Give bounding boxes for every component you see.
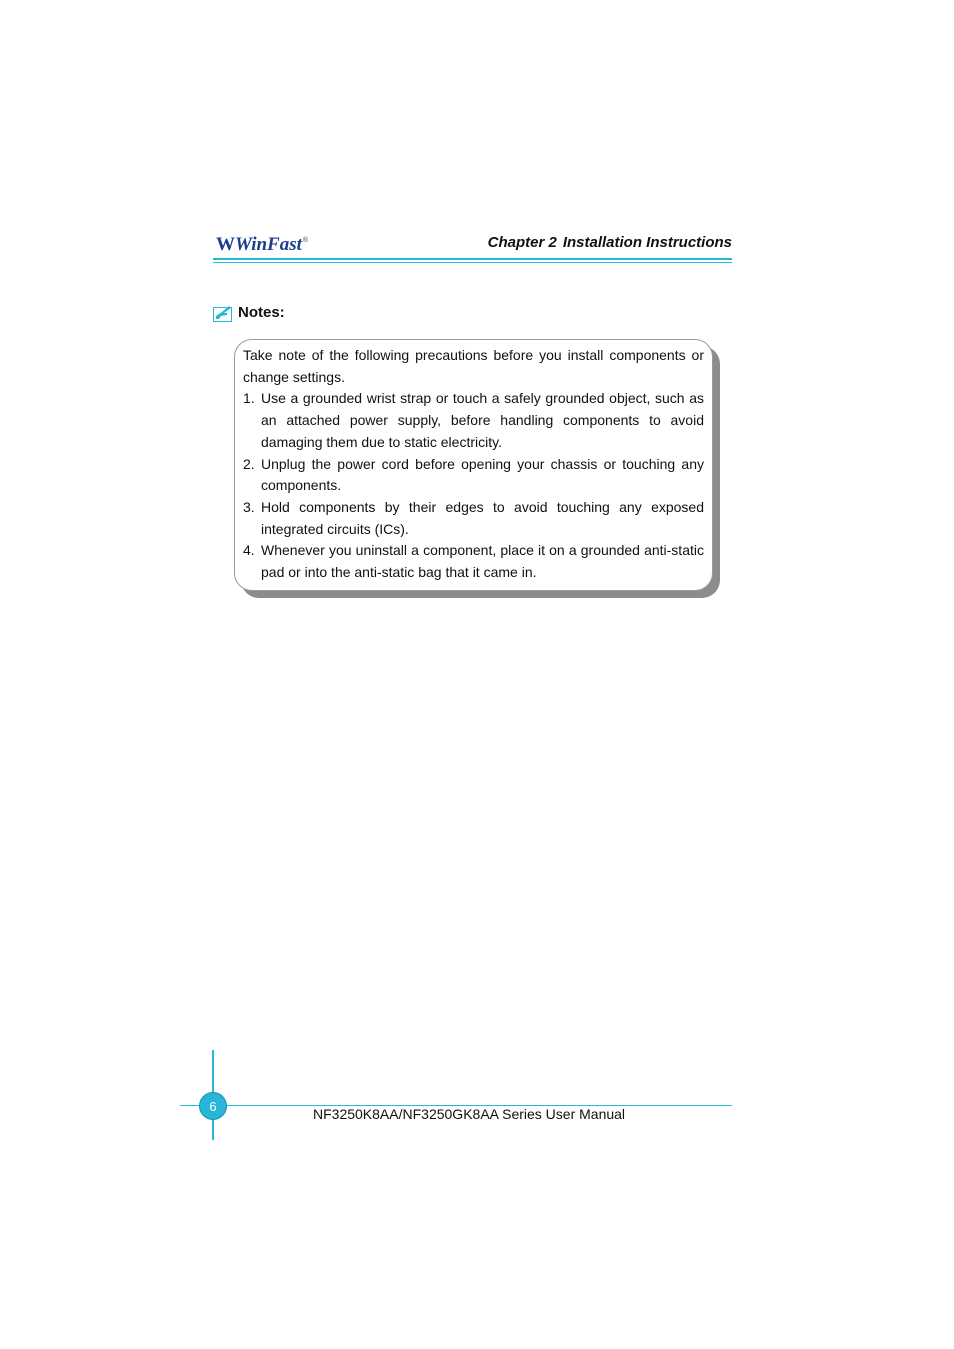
pointing-hand-icon bbox=[213, 304, 233, 322]
notes-intro: Take note of the following precautions before you install components or change settings. bbox=[243, 347, 704, 385]
notes-title: Notes: bbox=[238, 304, 285, 321]
logo-text: WinFast bbox=[235, 234, 302, 255]
logo-mark: W bbox=[216, 234, 234, 255]
manual-title: NF3250K8AA/NF3250GK8AA Series User Manual bbox=[313, 1106, 626, 1122]
list-item bbox=[243, 388, 704, 453]
precautions-list bbox=[243, 388, 704, 583]
list-item-text: Use a grounded wrist strap or touch a safely grounded object, such as an attached power supply, before handling components to avoid damaging them due to static electricity. bbox=[261, 390, 704, 450]
list-item bbox=[243, 497, 704, 540]
page-number: 6 bbox=[199, 1092, 227, 1120]
notes-content bbox=[243, 345, 704, 584]
logo-registered-mark: ® bbox=[302, 237, 309, 244]
list-item-number: 3. bbox=[243, 498, 255, 515]
chapter-title: Installation Instructions bbox=[562, 234, 732, 251]
list-item-text: Hold components by their edges to avoid touching any exposed integrated circuits (ICs). bbox=[261, 498, 704, 537]
list-item-number: 1. bbox=[243, 390, 255, 407]
list-item-number: 2. bbox=[243, 455, 255, 472]
list-item-text: Whenever you uninstall a component, place it on a grounded anti-static pad or into the anti-static bag that it came in. bbox=[261, 542, 704, 581]
header-rule-thick bbox=[213, 258, 732, 260]
list-item-text: Unplug the power cord before opening your chassis or touching any components. bbox=[261, 455, 704, 494]
list-item-number: 4. bbox=[243, 542, 255, 559]
chapter-heading bbox=[488, 234, 732, 251]
list-item bbox=[243, 454, 704, 497]
list-item bbox=[243, 540, 704, 583]
chapter-label: Chapter 2 bbox=[487, 234, 557, 251]
header-rule-thin bbox=[213, 262, 732, 263]
winfast-logo bbox=[216, 234, 308, 256]
